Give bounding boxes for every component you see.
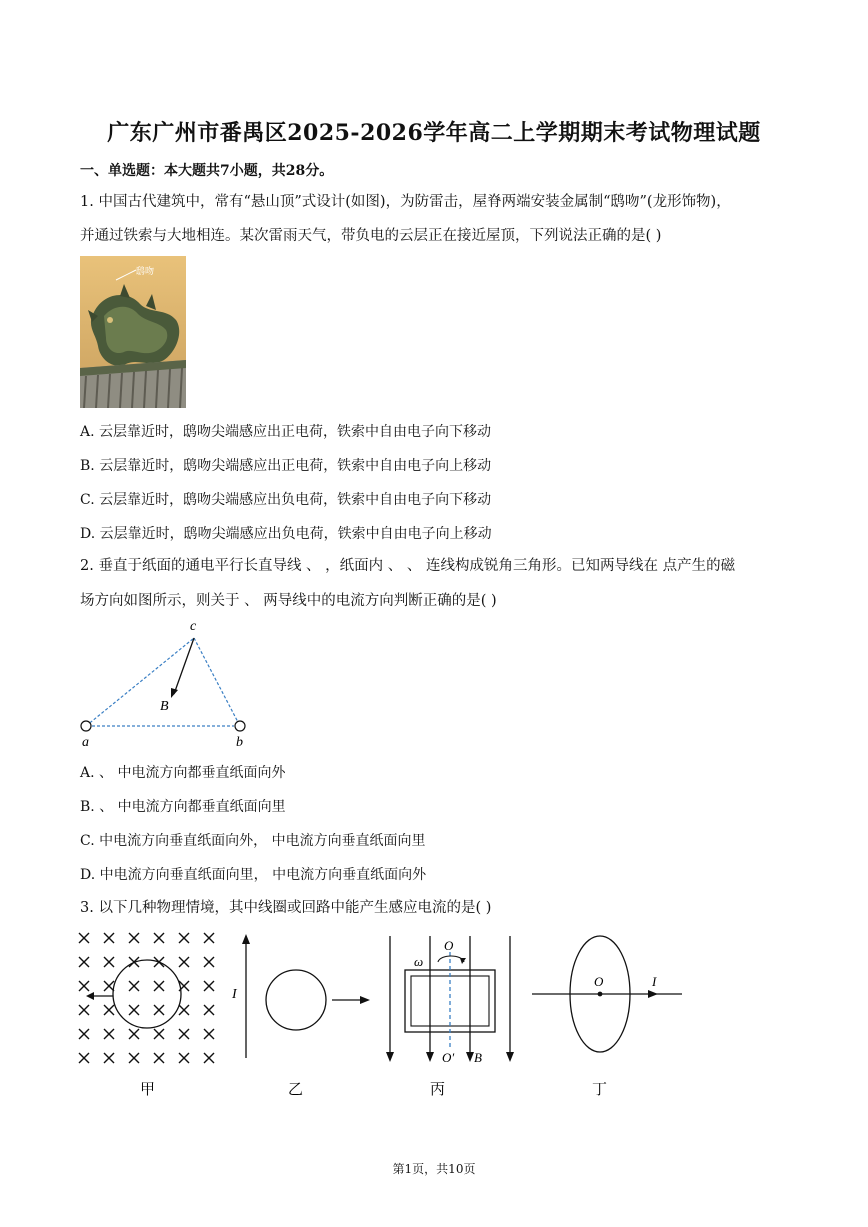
q1-line2: 并通过铁索与大地相连。某次雷雨天气，带负电的云层正在接近屋顶，下列说法正确的是( ) — [80, 228, 662, 244]
q1-line1: 1. 中国古代建筑中，常有“悬山顶”式设计(如图)，为防雷击，屋脊两端安装金属制“鸱吻”(龙形饰物)， — [80, 194, 731, 210]
ding-current-label: I — [652, 974, 657, 989]
field-cross-mark — [104, 1053, 114, 1063]
field-cross-mark — [154, 933, 164, 943]
field-cross-mark — [204, 981, 214, 991]
q2-triangle-figure — [76, 616, 256, 752]
yi-current-label: I — [232, 987, 237, 1002]
field-cross-mark — [104, 933, 114, 943]
figure-jia — [79, 933, 214, 1063]
q1-option-d[interactable]: D. 云层靠近时，鸱吻尖端感应出负电荷，铁索中自由电子向上移动 — [80, 526, 492, 542]
field-cross-mark — [179, 1005, 189, 1015]
field-cross-mark — [129, 981, 139, 991]
wire-a — [81, 721, 91, 731]
field-cross-mark — [204, 1005, 214, 1015]
bing-O-label: O — [444, 938, 454, 953]
jia-coil — [113, 960, 181, 1028]
bing-B-label: B — [474, 1050, 482, 1065]
q2-option-a[interactable]: A. 、 中电流方向都垂直纸面向外 — [80, 765, 286, 781]
page-footer: 第1页，共10页 — [392, 1162, 476, 1176]
ding-O-label: O — [594, 974, 604, 989]
q2-line2: 场方向如图所示，则关于 、 两导线中的电流方向判断正确的是( ) — [80, 593, 497, 609]
field-cross-mark — [179, 933, 189, 943]
field-cross-mark — [179, 1029, 189, 1039]
field-cross-mark — [79, 957, 89, 967]
field-cross-mark — [104, 1005, 114, 1015]
field-cross-mark — [79, 1005, 89, 1015]
field-B-label: B — [160, 699, 169, 714]
q2-option-d[interactable]: D. 中电流方向垂直纸面向里， 中电流方向垂直纸面向外 — [80, 867, 427, 883]
label-jia: 甲 — [140, 1082, 156, 1098]
page-title: 广东广州市番禺区2025-2026学年高二上学期期末考试物理试题 — [107, 120, 761, 146]
q2-line1: 2. 垂直于纸面的通电平行长直导线 、 ，纸面内 、 、 连线构成锐角三角形。已知两导线在 点产生的磁 — [80, 558, 736, 574]
chiwen-photo — [80, 256, 186, 408]
field-cross-mark — [204, 1029, 214, 1039]
yi-coil — [266, 970, 326, 1030]
q2-option-b[interactable]: B. 、 中电流方向都垂直纸面向里 — [80, 799, 286, 815]
point-b-label: b — [236, 735, 243, 750]
field-cross-mark — [154, 1029, 164, 1039]
point-c-label: c — [190, 619, 197, 634]
field-cross-mark — [104, 1029, 114, 1039]
field-cross-mark — [154, 1053, 164, 1063]
section-heading: 一、单选题：本大题共7小题，共28分。 — [80, 163, 334, 179]
q1-option-b[interactable]: B. 云层靠近时，鸱吻尖端感应出正电荷，铁索中自由电子向上移动 — [80, 458, 492, 474]
field-cross-mark — [154, 981, 164, 991]
bing-Oprime-label: O′ — [442, 1050, 455, 1065]
field-cross-mark — [179, 1053, 189, 1063]
field-cross-mark — [204, 933, 214, 943]
q1-option-c[interactable]: C. 云层靠近时，鸱吻尖端感应出负电荷，铁索中自由电子向下移动 — [80, 492, 492, 508]
field-cross-mark — [79, 1053, 89, 1063]
q3-line1: 3. 以下几种物理情境，其中线圈或回路中能产生感应电流的是( ) — [80, 900, 492, 916]
label-ding: 丁 — [592, 1082, 608, 1098]
field-cross-mark — [129, 1053, 139, 1063]
q1-option-a[interactable]: A. 云层靠近时，鸱吻尖端感应出正电荷，铁索中自由电子向下移动 — [80, 424, 492, 440]
field-cross-mark — [204, 957, 214, 967]
field-cross-mark — [129, 1005, 139, 1015]
q2-option-c[interactable]: C. 中电流方向垂直纸面向外， 中电流方向垂直纸面向里 — [80, 833, 426, 849]
field-cross-mark — [104, 981, 114, 991]
point-a-label: a — [82, 735, 89, 750]
field-cross-mark — [204, 1053, 214, 1063]
q3-figures — [74, 928, 694, 1100]
label-yi: 乙 — [288, 1082, 304, 1098]
field-cross-mark — [129, 933, 139, 943]
chiwen-label: 鸱吻 — [136, 266, 155, 276]
field-cross-mark — [79, 1029, 89, 1039]
field-cross-mark — [104, 957, 114, 967]
field-cross-mark — [129, 1029, 139, 1039]
field-cross-mark — [79, 933, 89, 943]
label-bing: 丙 — [430, 1082, 446, 1098]
wire-b — [235, 721, 245, 731]
bing-omega-label: ω — [414, 954, 424, 969]
field-cross-mark — [154, 1005, 164, 1015]
field-cross-mark — [79, 981, 89, 991]
field-cross-mark — [179, 957, 189, 967]
